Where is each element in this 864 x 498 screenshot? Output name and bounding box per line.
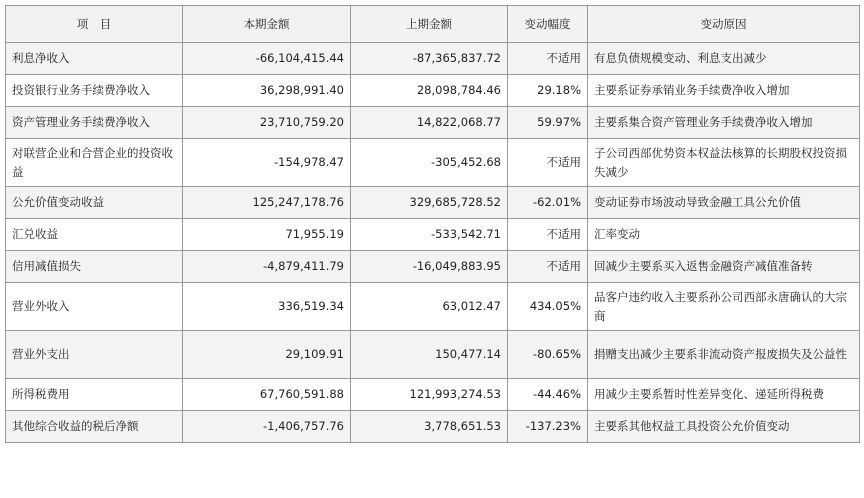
header-change-reason: 变动原因 <box>588 6 860 43</box>
row-reason: 有息负债规模变动、利息支出减少 <box>588 43 860 75</box>
table-row <box>6 139 860 187</box>
row-current: 67,760,591.88 <box>183 379 351 411</box>
header-change-rate: 变动幅度 <box>508 6 588 43</box>
row-current: 23,710,759.20 <box>183 107 351 139</box>
row-reason: 主要系证券承销业务手续费净收入增加 <box>588 75 860 107</box>
header-previous-amount: 上期金额 <box>351 6 508 43</box>
row-reason: 汇率变动 <box>588 219 860 251</box>
financial-changes-table <box>5 5 860 443</box>
row-item: 资产管理业务手续费净收入 <box>6 107 183 139</box>
row-previous: 3,778,651.53 <box>351 411 508 443</box>
row-previous: 121,993,274.53 <box>351 379 508 411</box>
table-row <box>6 187 860 219</box>
row-current: -154,978.47 <box>183 139 351 187</box>
row-change: 434.05% <box>508 283 588 331</box>
row-previous: 63,012.47 <box>351 283 508 331</box>
row-change: -137.23% <box>508 411 588 443</box>
row-previous: 329,685,728.52 <box>351 187 508 219</box>
row-item: 汇兑收益 <box>6 219 183 251</box>
row-item: 投资银行业务手续费净收入 <box>6 75 183 107</box>
row-previous: -305,452.68 <box>351 139 508 187</box>
table-header-row <box>6 6 860 43</box>
row-previous: 14,822,068.77 <box>351 107 508 139</box>
row-previous: -87,365,837.72 <box>351 43 508 75</box>
row-reason: 捐赠支出减少主要系非流动资产报废损失及公益性 <box>588 331 860 379</box>
row-change: -80.65% <box>508 331 588 379</box>
header-current-amount: 本期金额 <box>183 6 351 43</box>
row-previous: 150,477.14 <box>351 331 508 379</box>
row-item: 其他综合收益的税后净额 <box>6 411 183 443</box>
table-row <box>6 411 860 443</box>
row-reason: 子公司西部优势资本权益法核算的长期股权投资损失减少 <box>588 139 860 187</box>
row-item: 信用减值损失 <box>6 251 183 283</box>
row-current: 29,109.91 <box>183 331 351 379</box>
row-item: 利息净收入 <box>6 43 183 75</box>
row-item: 对联营企业和合营企业的投资收益 <box>6 139 183 187</box>
row-change: -62.01% <box>508 187 588 219</box>
table-row <box>6 331 860 379</box>
row-reason: 品客户违约收入主要系孙公司西部永唐确认的大宗商 <box>588 283 860 331</box>
table-row <box>6 107 860 139</box>
row-reason: 变动证券市场波动导致金融工具公允价值 <box>588 187 860 219</box>
row-change: -44.46% <box>508 379 588 411</box>
row-change: 29.18% <box>508 75 588 107</box>
row-previous: -533,542.71 <box>351 219 508 251</box>
row-reason: 用减少主要系暂时性差异变化、递延所得税费 <box>588 379 860 411</box>
row-item: 公允价值变动收益 <box>6 187 183 219</box>
table-row <box>6 75 860 107</box>
table-row <box>6 379 860 411</box>
row-current: 125,247,178.76 <box>183 187 351 219</box>
row-current: -4,879,411.79 <box>183 251 351 283</box>
row-change: 不适用 <box>508 219 588 251</box>
row-item: 所得税费用 <box>6 379 183 411</box>
row-reason: 主要系集合资产管理业务手续费净收入增加 <box>588 107 860 139</box>
row-change: 不适用 <box>508 139 588 187</box>
row-change: 不适用 <box>508 251 588 283</box>
row-reason: 主要系其他权益工具投资公允价值变动 <box>588 411 860 443</box>
header-item: 项 目 <box>6 6 183 43</box>
row-previous: -16,049,883.95 <box>351 251 508 283</box>
table-row <box>6 283 860 331</box>
table-row <box>6 251 860 283</box>
row-item: 营业外支出 <box>6 331 183 379</box>
row-current: -66,104,415.44 <box>183 43 351 75</box>
row-current: 36,298,991.40 <box>183 75 351 107</box>
row-current: 71,955.19 <box>183 219 351 251</box>
row-previous: 28,098,784.46 <box>351 75 508 107</box>
row-reason: 回减少主要系买入返售金融资产减值准备转 <box>588 251 860 283</box>
table-row <box>6 43 860 75</box>
row-current: -1,406,757.76 <box>183 411 351 443</box>
row-change: 59.97% <box>508 107 588 139</box>
row-item: 营业外收入 <box>6 283 183 331</box>
row-current: 336,519.34 <box>183 283 351 331</box>
table-row <box>6 219 860 251</box>
row-change: 不适用 <box>508 43 588 75</box>
